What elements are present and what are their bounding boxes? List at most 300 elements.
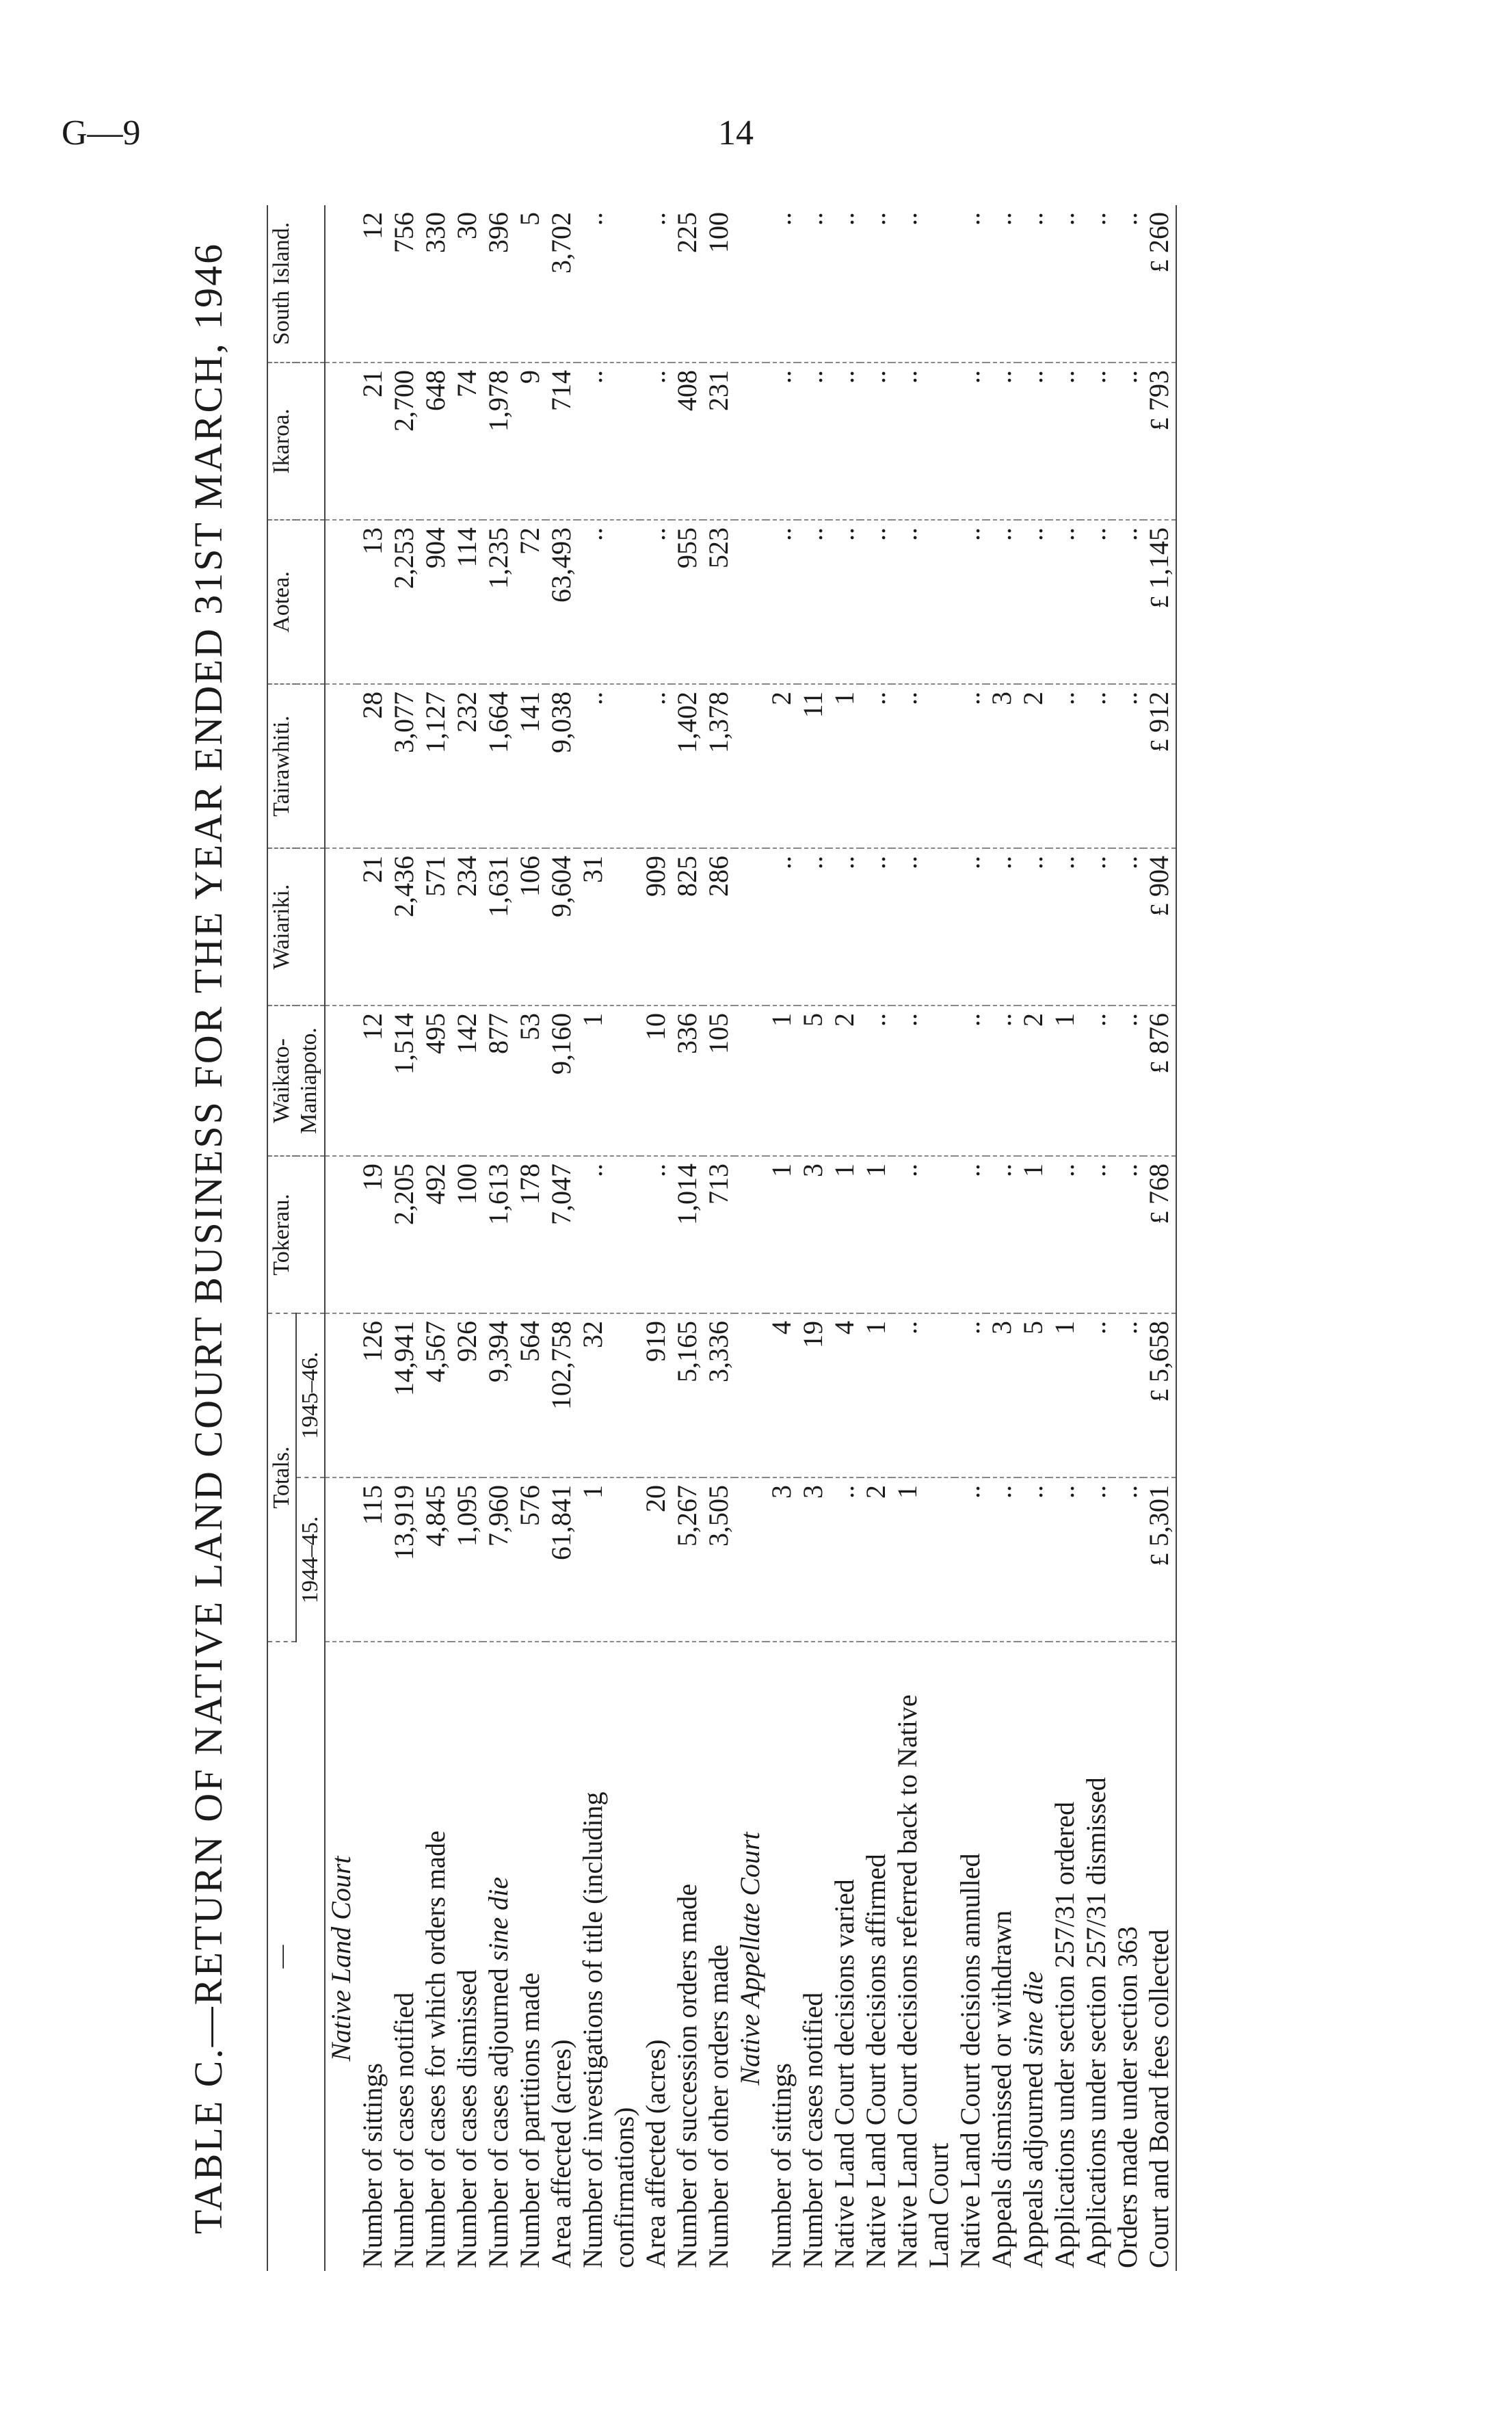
table-cell: ..	[892, 684, 955, 848]
table-cell: 1,613	[483, 1156, 514, 1313]
table-cell: 61,841	[546, 1477, 577, 1642]
row-label: Orders made under section 363	[1112, 1926, 1143, 2268]
table-cell: 19	[797, 1313, 829, 1477]
table-cell: ..	[766, 848, 797, 1006]
table-cell: ..	[1112, 1006, 1143, 1156]
empty-cell	[325, 1006, 357, 1156]
empty-cell	[325, 520, 357, 684]
table-cell: ..	[860, 520, 892, 684]
table-cell: 72	[514, 520, 546, 684]
table-cell: 3,336	[703, 1313, 734, 1477]
table-cell: 2,436	[388, 848, 420, 1006]
table-cell: £ 260	[1143, 205, 1176, 363]
table-cell: 336	[672, 1006, 703, 1156]
table-cell: 142	[451, 1006, 483, 1156]
italic-term: sine die	[483, 1876, 514, 1962]
table-cell: 1	[860, 1156, 892, 1313]
table-cell: 7,960	[483, 1477, 514, 1642]
table-cell: 1,095	[451, 1477, 483, 1642]
table-cell: 21	[357, 363, 388, 520]
table-cell: 648	[420, 363, 451, 520]
table-cell: 926	[451, 1313, 483, 1477]
table-row	[955, 205, 986, 2271]
row-label: Applications under section 257/31 ordered	[1049, 1801, 1080, 2268]
table-cell: ..	[1080, 684, 1112, 848]
table-cell: ..	[1112, 520, 1143, 684]
table-cell: ..	[892, 848, 955, 1006]
table-cell: ..	[860, 363, 892, 520]
row-label: Number of cases for which orders made	[420, 1830, 451, 2268]
empty-cell	[734, 205, 766, 363]
table-cell: £ 5,658	[1143, 1313, 1176, 1477]
table-cell: £ 793	[1143, 363, 1176, 520]
table-cell: ..	[1049, 205, 1080, 363]
table-cell: 28	[357, 684, 388, 848]
table-cell: ..	[955, 1477, 986, 1642]
table-cell: 2,205	[388, 1156, 420, 1313]
empty-cell	[734, 1313, 766, 1477]
table-cell: 1	[829, 684, 860, 848]
table-cell: ..	[986, 1477, 1018, 1642]
table-cell: 330	[420, 205, 451, 363]
section-heading-row	[325, 205, 357, 2271]
row-label: Native Land Court decisions affirmed	[860, 1854, 891, 2268]
table-cell: 3,702	[546, 205, 577, 363]
table-cell: 2,700	[388, 363, 420, 520]
table-cell: 909	[640, 848, 672, 1006]
pound-sign: £	[1145, 1204, 1174, 1224]
table-cell: ..	[1049, 684, 1080, 848]
table-cell: ..	[640, 684, 672, 848]
row-label: Number of cases notified	[388, 1992, 419, 2268]
table-cell: 1,514	[388, 1006, 420, 1156]
table-cell: ..	[1049, 1156, 1080, 1313]
table-cell: ..	[892, 205, 955, 363]
col-header-1945-46: 1945–46.	[296, 1313, 325, 1477]
table-cell: ..	[892, 1156, 955, 1313]
table-cell: ..	[1080, 1313, 1112, 1477]
table-cell: 756	[388, 205, 420, 363]
table-cell: £ 5,301	[1143, 1477, 1176, 1642]
table-cell: ..	[955, 848, 986, 1006]
table-cell: 9,160	[546, 1006, 577, 1156]
col-header-tokerau: Tokerau.	[267, 1156, 325, 1313]
table-cell: 32	[577, 1313, 640, 1477]
table-cell: ..	[1018, 205, 1049, 363]
table-cell: 3	[986, 1313, 1018, 1477]
row-label: Number of partitions made	[514, 1972, 545, 2268]
table-cell: 13,919	[388, 1477, 420, 1642]
table-cell: 1	[1049, 1006, 1080, 1156]
table-title: TABLE C.—RETURN OF NATIVE LAND COURT BUSINESS FOR THE YEAR ENDED 31ST MARCH, 1946	[186, 241, 230, 2235]
table-row	[672, 205, 703, 2271]
table-cell: ..	[1080, 1006, 1112, 1156]
table-cell: ..	[986, 1156, 1018, 1313]
table-cell: 564	[514, 1313, 546, 1477]
table-row	[1049, 205, 1080, 2271]
table-cell: ..	[860, 1006, 892, 1156]
table-cell: ..	[986, 520, 1018, 684]
table-row	[1080, 205, 1112, 2271]
empty-cell	[734, 363, 766, 520]
table-cell: 2	[766, 684, 797, 848]
row-label: Number of sittings	[766, 2063, 797, 2268]
table-cell: 877	[483, 1006, 514, 1156]
col-header-tairawhiti: Tairawhiti.	[267, 684, 325, 848]
table-row	[546, 205, 577, 2271]
table-cell: 2	[1018, 684, 1049, 848]
table-cell: 30	[451, 205, 483, 363]
pound-sign: £	[1145, 896, 1174, 917]
table-cell: 12	[357, 205, 388, 363]
table-cell: 114	[451, 520, 483, 684]
table-body	[325, 205, 1176, 2271]
table-cell: 1	[1049, 1313, 1080, 1477]
rotated-table-block	[171, 205, 1354, 2271]
table-cell: 225	[672, 205, 703, 363]
table-cell: 9,038	[546, 684, 577, 848]
table-cell: 9,394	[483, 1313, 514, 1477]
pound-sign: £	[1145, 1053, 1174, 1074]
table-cell: 4	[766, 1313, 797, 1477]
table-cell: 3	[766, 1477, 797, 1642]
row-label: Number of cases dismissed	[451, 1969, 482, 2268]
table-row	[640, 205, 672, 2271]
table-cell: ..	[955, 1156, 986, 1313]
table-cell: 396	[483, 205, 514, 363]
row-label: Native Land Court decisions annulled	[955, 1853, 985, 2268]
table-cell: ..	[955, 684, 986, 848]
table-cell: 5	[797, 1006, 829, 1156]
empty-cell	[734, 1156, 766, 1313]
table-cell: ..	[1080, 848, 1112, 1006]
table-row	[703, 205, 734, 2271]
empty-cell	[734, 520, 766, 684]
table-cell: 1,014	[672, 1156, 703, 1313]
table-cell: ..	[986, 363, 1018, 520]
table-cell: £ 904	[1143, 848, 1176, 1006]
table-cell: ..	[1049, 520, 1080, 684]
table-cell: 1	[577, 1006, 640, 1156]
table-row	[483, 205, 514, 2271]
table-cell: 115	[357, 1477, 388, 1642]
table-cell: ..	[892, 1313, 955, 1477]
table-cell: ..	[640, 1156, 672, 1313]
table-cell: ..	[892, 363, 955, 520]
empty-cell	[325, 684, 357, 848]
table-cell: 571	[420, 848, 451, 1006]
table-cell: £ 912	[1143, 684, 1176, 848]
table-cell: ..	[577, 363, 640, 520]
table-cell: 1,631	[483, 848, 514, 1006]
table-cell: ..	[1080, 363, 1112, 520]
table-cell: 492	[420, 1156, 451, 1313]
table-cell: £ 768	[1143, 1156, 1176, 1313]
italic-term: sine die	[1018, 1971, 1048, 2055]
table-cell: 495	[420, 1006, 451, 1156]
table-cell: 14,941	[388, 1313, 420, 1477]
row-label: Applications under section 257/31 dismissed	[1080, 1777, 1111, 2268]
table-cell: ..	[1112, 848, 1143, 1006]
empty-cell	[734, 1477, 766, 1642]
row-label: Appeals adjourned sine die	[1018, 1971, 1048, 2268]
table-cell: 3	[986, 684, 1018, 848]
table-cell: 1,978	[483, 363, 514, 520]
table-cell: ..	[1112, 205, 1143, 363]
table-cell: 286	[703, 848, 734, 1006]
table-cell: ..	[1049, 363, 1080, 520]
table-cell: ..	[766, 363, 797, 520]
table-cell: ..	[1018, 1477, 1049, 1642]
table-cell: ..	[640, 363, 672, 520]
table-cell: 3	[797, 1156, 829, 1313]
table-cell: 9	[514, 363, 546, 520]
table-cell: ..	[986, 1006, 1018, 1156]
table-cell: 141	[514, 684, 546, 848]
table-row	[514, 205, 546, 2271]
table-cell: 5,165	[672, 1313, 703, 1477]
table-cell: ..	[640, 205, 672, 363]
row-label: Number of succession orders made	[672, 1883, 702, 2268]
table-cell: 13	[357, 520, 388, 684]
pound-sign: £	[1145, 252, 1174, 273]
table-cell: 234	[451, 848, 483, 1006]
table-cell: ..	[1112, 1477, 1143, 1642]
table-cell: ..	[1112, 684, 1143, 848]
table-cell: ..	[1112, 1313, 1143, 1477]
col-header-south-island: South Island.	[267, 205, 325, 363]
table-cell: ..	[955, 363, 986, 520]
table-cell: ..	[860, 205, 892, 363]
row-label: Number of cases notified	[797, 1992, 828, 2268]
table-cell: 576	[514, 1477, 546, 1642]
table-cell: 1	[892, 1477, 955, 1642]
table-cell: 10	[640, 1006, 672, 1156]
table-cell: ..	[892, 1006, 955, 1156]
row-label: Number of cases adjourned sine die	[483, 1876, 514, 2268]
table-row	[420, 205, 451, 2271]
table-cell: 5	[514, 205, 546, 363]
section-code: G—9	[62, 114, 141, 153]
pound-sign: £	[1145, 732, 1174, 752]
row-label: Court and Board fees collected	[1143, 1642, 1176, 2271]
table-cell: 523	[703, 520, 734, 684]
table-row	[1112, 205, 1143, 2271]
table-cell: 2	[860, 1477, 892, 1642]
table-cell: ..	[860, 848, 892, 1006]
row-label: Number of other orders made	[703, 1944, 734, 2268]
table-cell: 11	[797, 684, 829, 848]
table-cell: ..	[1080, 520, 1112, 684]
empty-cell	[734, 1006, 766, 1156]
table-cell: 5	[1018, 1313, 1049, 1477]
page-number: 14	[718, 114, 754, 153]
empty-cell	[325, 848, 357, 1006]
table-row	[829, 205, 860, 2271]
table-row	[1018, 205, 1049, 2271]
table-cell: 100	[703, 205, 734, 363]
table-row	[766, 205, 797, 2271]
native-land-court-table	[267, 205, 1177, 2271]
row-label: Number of sittings	[357, 2063, 388, 2268]
row-label: Appeals dismissed or withdrawn	[986, 1910, 1017, 2268]
table-row	[451, 205, 483, 2271]
table-cell: 904	[420, 520, 451, 684]
table-cell: 105	[703, 1006, 734, 1156]
table-cell: ..	[829, 205, 860, 363]
table-cell: ..	[797, 205, 829, 363]
table-row	[860, 205, 892, 2271]
row-label: Area affected (acres)	[640, 2039, 671, 2268]
table-cell: 1	[860, 1313, 892, 1477]
table-cell: ..	[766, 205, 797, 363]
table-cell: 1	[577, 1477, 640, 1642]
table-cell: ..	[577, 1156, 640, 1313]
table-cell: ..	[986, 848, 1018, 1006]
table-cell: 1,235	[483, 520, 514, 684]
table-row	[357, 205, 388, 2271]
table-cell: 1,127	[420, 684, 451, 848]
row-label: Native Land Court decisions varied	[829, 1879, 860, 2268]
stub-header: —	[267, 1642, 325, 2271]
table-row	[892, 205, 955, 2271]
table-cell: 1,664	[483, 684, 514, 848]
table-cell: ..	[955, 520, 986, 684]
table-cell: 2	[829, 1006, 860, 1156]
table-cell: 3,505	[703, 1477, 734, 1642]
table-cell: 106	[514, 848, 546, 1006]
empty-cell	[325, 1156, 357, 1313]
table-cell: 126	[357, 1313, 388, 1477]
table-cell: 1	[766, 1156, 797, 1313]
table-cell: 714	[546, 363, 577, 520]
totals-header: Totals.	[267, 1313, 296, 1642]
section-heading: Native Appellate Court	[734, 1832, 765, 2086]
table-cell: 20	[640, 1477, 672, 1642]
empty-cell	[325, 363, 357, 520]
table-cell: 31	[577, 848, 640, 1006]
table-cell: ..	[1080, 205, 1112, 363]
col-header-aotea: Aotea.	[267, 520, 325, 684]
table-cell: 919	[640, 1313, 672, 1477]
table-cell: ..	[577, 520, 640, 684]
table-cell: 21	[357, 848, 388, 1006]
table-cell: 1	[766, 1006, 797, 1156]
table-cell: 3	[797, 1477, 829, 1642]
table-cell: ..	[1080, 1156, 1112, 1313]
pound-sign: £	[1145, 1547, 1174, 1566]
section-heading-row	[734, 205, 766, 2271]
table-cell: 232	[451, 684, 483, 848]
table-cell: 74	[451, 363, 483, 520]
col-header-waikato-maniapoto: Waikato-Maniapoto.	[267, 1006, 325, 1156]
table-cell: 3,077	[388, 684, 420, 848]
table-cell: ..	[1080, 1477, 1112, 1642]
table-cell: ..	[829, 363, 860, 520]
table-cell: ..	[829, 1477, 860, 1642]
table-cell: ..	[577, 684, 640, 848]
table-cell: 12	[357, 1006, 388, 1156]
col-header-waiariki: Waiariki.	[267, 848, 325, 1006]
table-cell: 7,047	[546, 1156, 577, 1313]
row-label: Native Land Court decisions referred back to Native Land Court	[892, 1694, 954, 2268]
col-header-1944-45: 1944–45.	[296, 1477, 325, 1642]
table-cell: 19	[357, 1156, 388, 1313]
table-cell: 1	[1018, 1156, 1049, 1313]
table-cell: 5,267	[672, 1477, 703, 1642]
table-row	[577, 205, 640, 2271]
table-cell: ..	[797, 520, 829, 684]
table-cell: 408	[672, 363, 703, 520]
table-cell: 4,567	[420, 1313, 451, 1477]
table-cell: ..	[829, 520, 860, 684]
table-cell: 2	[1018, 1006, 1049, 1156]
table-cell: 102,758	[546, 1313, 577, 1477]
empty-cell	[325, 205, 357, 363]
empty-cell	[734, 848, 766, 1006]
table-cell: ..	[640, 520, 672, 684]
row-label: Number of investigations of title (including confirmations)	[577, 1791, 639, 2268]
row-label: Area affected (acres)	[546, 2039, 576, 2268]
table-cell: 713	[703, 1156, 734, 1313]
table-cell: 4	[829, 1313, 860, 1477]
table-cell: ..	[1018, 848, 1049, 1006]
pound-sign: £	[1145, 1382, 1174, 1402]
table-cell: ..	[955, 205, 986, 363]
table-row	[388, 205, 420, 2271]
table-cell: ..	[986, 205, 1018, 363]
empty-cell	[325, 1313, 357, 1477]
table-cell: ..	[1112, 363, 1143, 520]
table-cell: 178	[514, 1156, 546, 1313]
table-row	[797, 205, 829, 2271]
table-cell: ..	[892, 520, 955, 684]
table-cell: ..	[797, 363, 829, 520]
table-cell: 100	[451, 1156, 483, 1313]
table-cell: ..	[829, 848, 860, 1006]
table-cell: ..	[1112, 1156, 1143, 1313]
section-heading: Native Land Court	[326, 1856, 356, 2062]
table-cell: ..	[766, 520, 797, 684]
table-cell: ..	[797, 848, 829, 1006]
table-cell: 53	[514, 1006, 546, 1156]
table-cell: ..	[955, 1006, 986, 1156]
table-cell: ..	[1018, 363, 1049, 520]
table-cell: £ 1,145	[1143, 520, 1176, 684]
empty-cell	[325, 1477, 357, 1642]
table-row	[1143, 205, 1176, 2271]
table-cell: 1,378	[703, 684, 734, 848]
table-cell: ..	[1049, 848, 1080, 1006]
table-cell: 825	[672, 848, 703, 1006]
table-cell: 63,493	[546, 520, 577, 684]
table-cell: 955	[672, 520, 703, 684]
table-cell: 231	[703, 363, 734, 520]
empty-cell	[734, 684, 766, 848]
col-header-ikaroa: Ikaroa.	[267, 363, 325, 520]
table-cell: 9,604	[546, 848, 577, 1006]
table-cell: ..	[577, 205, 640, 363]
table-cell: 1,402	[672, 684, 703, 848]
table-cell: ..	[1018, 520, 1049, 684]
table-row	[986, 205, 1018, 2271]
table-cell: ..	[1049, 1477, 1080, 1642]
table-cell: ..	[955, 1313, 986, 1477]
pound-sign: £	[1145, 588, 1174, 609]
table-cell: £ 876	[1143, 1006, 1176, 1156]
pound-sign: £	[1145, 410, 1174, 431]
table-cell: 2,253	[388, 520, 420, 684]
